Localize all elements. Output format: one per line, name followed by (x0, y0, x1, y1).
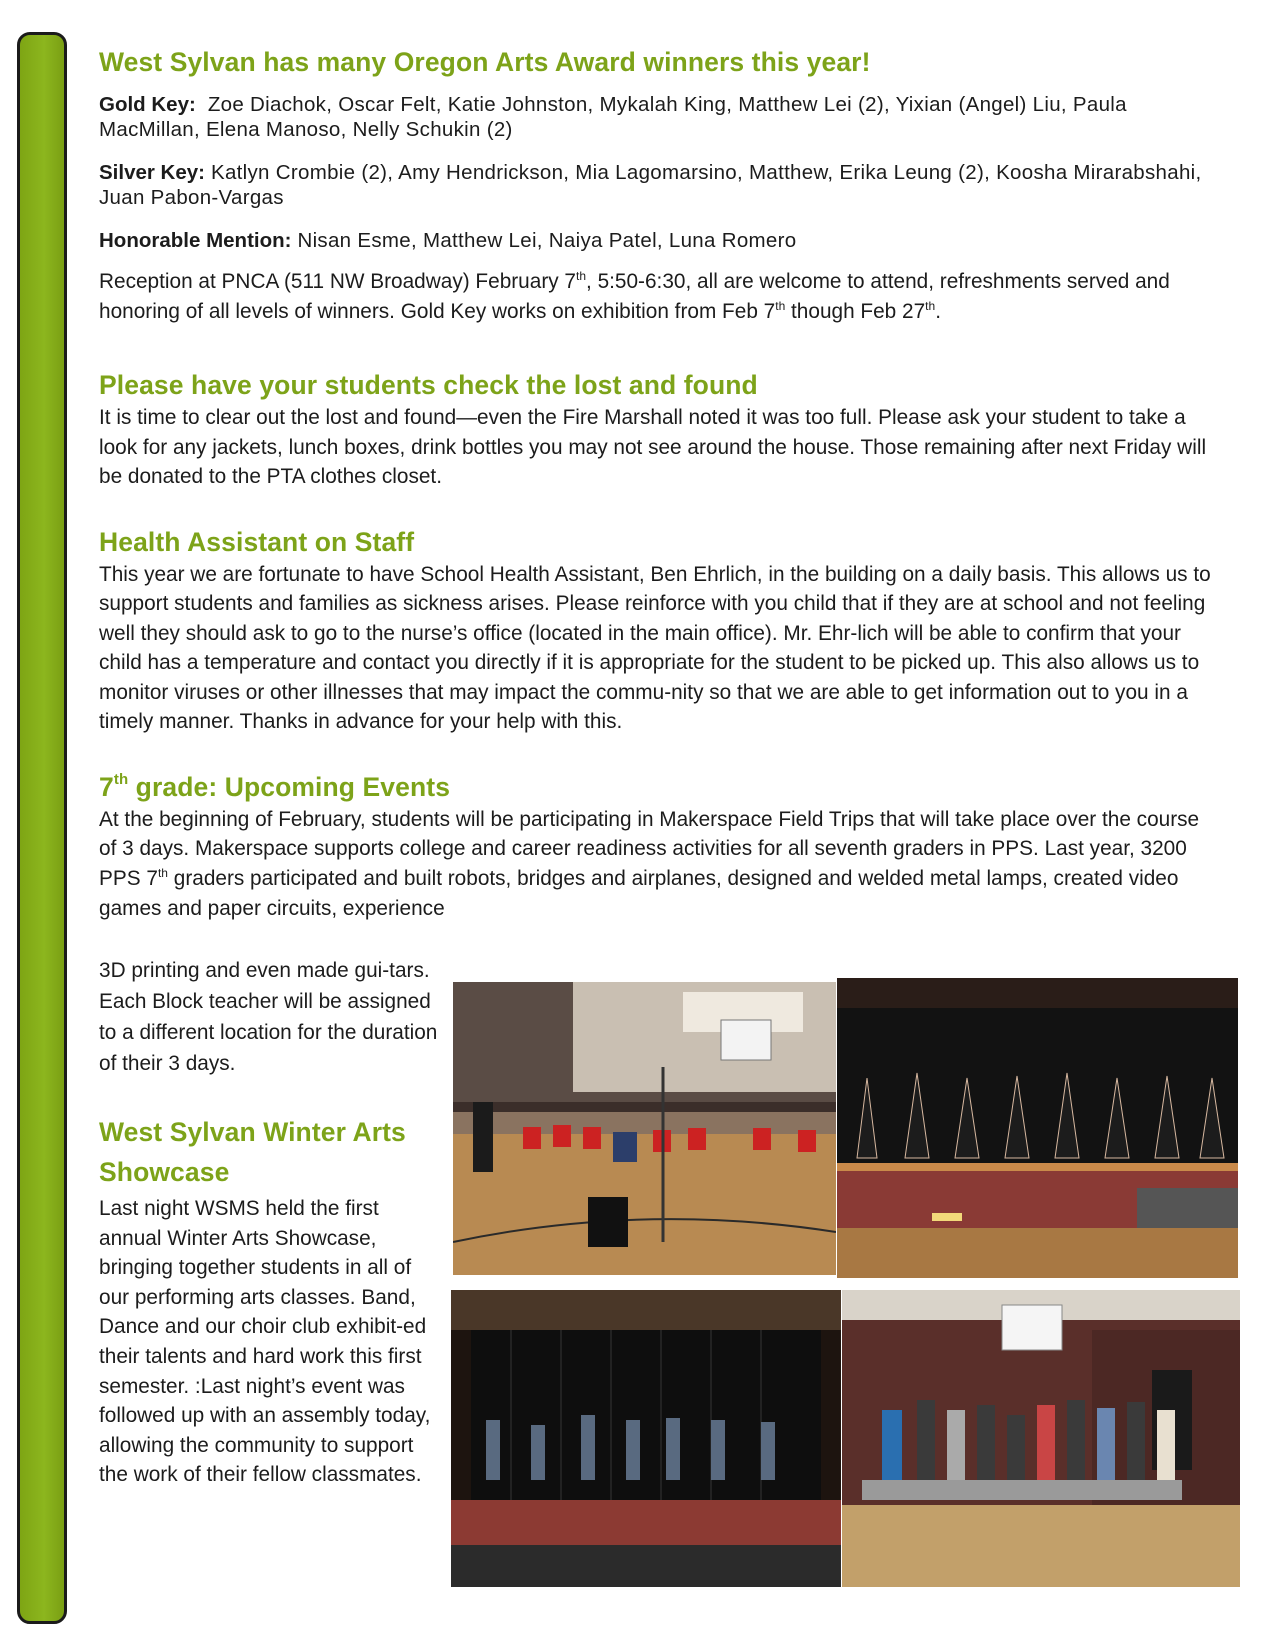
seventh-body-text: At the beginning of February, students will be participating in Makerspace Field Trips that will take place over the course of 3 days. Makerspace supports college and career readiness activities for all seventh graders in PPS. Last year, 3200 PPS 7 (99, 807, 1200, 890)
honorable-mention-names: Nisan Esme, Matthew Lei, Naiya Patel, Luna Romero (297, 229, 797, 252)
seventh-grade-title (99, 769, 1211, 805)
awards-title: West Sylvan has many Oregon Arts Award winners this year! (99, 47, 871, 77)
reception-text: Reception at PNCA (511 NW Broadway) February 7 (99, 270, 576, 293)
reception-sup: th (576, 269, 587, 284)
silver-key-label: Silver Key: (99, 161, 205, 184)
gold-key-label: Gold Key: (99, 93, 196, 116)
reception-sup: th (925, 299, 936, 314)
seventh-body-sup: th (157, 865, 168, 880)
showcase-body: Last night WSMS held the first annual Winter Arts Showcase, bringing together students in all of our performing arts classes. Band, Dance and our choir club exhibit-ed their talents and hard work this first semester. :Last night’s event was followed up with an assembly today, allowing the community to support the work of their fellow classmates. (99, 1197, 431, 1487)
seventh-title-sup: th (113, 770, 129, 788)
reception-text: . (935, 300, 941, 323)
reception-text: , 5:50-6:30, all are welcome to attend, refreshments served and honoring of all levels of winners. Gold Key works on exhibition from Feb 7 (99, 270, 1170, 323)
reception-sup: th (775, 299, 786, 314)
choir-performance-photo (842, 1290, 1240, 1587)
honorable-mention-paragraph (99, 228, 1211, 253)
awards-section (99, 44, 1211, 327)
silver-key-paragraph (99, 160, 1211, 210)
showcase-section (99, 1112, 439, 1490)
band-concert-photo (453, 982, 836, 1275)
reception-text: though Feb 27 (785, 300, 926, 323)
silver-key-names: Katlyn Crombie (2), Amy Hendrickson, Mia Lagomarsino, Matthew, Erika Leung (2), Koosha Mirarabshahi, Juan Pabon-Vargas (99, 161, 1202, 209)
seventh-grade-body-continued: 3D printing and even made gui-tars. Each Block teacher will be assigned to a different location for the duration of their 3 days. (99, 959, 438, 1075)
gold-key-paragraph (99, 92, 1211, 142)
lost-found-body: It is time to clear out the lost and found—even the Fire Marshall noted it was too full. Please ask your student to take a look for any jackets, lunch boxes, drink bottles you may not see around the house. Those remaining after next Friday will be donated to the PTA clothes closet. (99, 406, 1207, 488)
reception-paragraph (99, 267, 1211, 327)
newsletter-content (99, 44, 1211, 923)
lost-found-section (99, 367, 1211, 492)
dance-performance-photo (837, 978, 1238, 1278)
lost-found-title: Please have your students check the lost and found (99, 370, 758, 400)
seventh-title-num: 7 (99, 771, 114, 802)
stage-dance-photo (451, 1290, 841, 1587)
showcase-title: West Sylvan Winter Arts Showcase (99, 1117, 406, 1187)
gold-key-names: Zoe Diachok, Oscar Felt, Katie Johnston, Mykalah King, Matthew Lei (2), Yixian (Angel) Liu, Paula MacMillan, Elena Manoso, Nelly Schukin (2) (99, 93, 1127, 141)
seventh-grade-continued (99, 955, 439, 1079)
seventh-body-text: graders participated and built robots, bridges and airplanes, designed and welded metal lamps, created video games and paper circuits, experience (99, 866, 1179, 920)
seventh-title-rest: grade: Upcoming Events (128, 771, 451, 802)
health-section (99, 524, 1211, 737)
health-body: This year we are fortunate to have School Health Assistant, Ben Ehrlich, in the building on a daily basis. This allows us to support students and families as sickness arises. Please reinforce with you child that if they are at school and not feeling well they should ask to go to the nurse’s office (located in the main office). Mr. Ehr-lich will be able to confirm that your child has a temperature and contact you directly if it is appropriate for the student to be picked up. This also allows us to monitor viruses or other illnesses that may impact the commu-nity so that we are able to get information out to you in a timely manner. Thanks in advance for your help with this. (99, 562, 1211, 733)
honorable-mention-label: Honorable Mention: (99, 229, 292, 252)
sidebar-accent-bar (17, 32, 67, 1624)
seventh-grade-section (99, 769, 1211, 924)
health-title: Health Assistant on Staff (99, 526, 415, 557)
seventh-grade-body (99, 805, 1211, 924)
